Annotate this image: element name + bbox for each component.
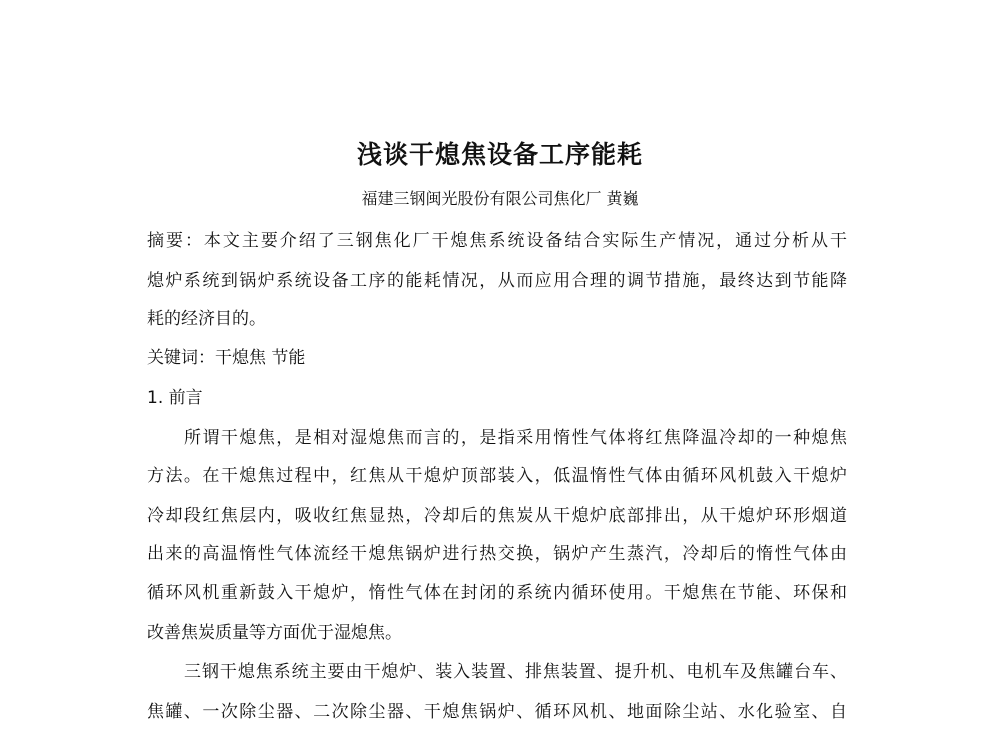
paragraph-line: 焦罐、一次除尘器、二次除尘器、干熄焦锅炉、循环风机、地面除尘站、水化验室、自 (147, 702, 847, 722)
abstract-line: 摘要：本文主要介绍了三钢焦化厂干熄焦系统设备结合实际生产情况，通过分析从干 (147, 231, 847, 251)
paragraph-line: 三钢干熄焦系统主要由干熄炉、装入装置、排焦装置、提升机、电机车及焦罐台车、 (184, 662, 847, 682)
paragraph-line: 改善焦炭质量等方面优于湿熄焦。 (147, 623, 402, 643)
section-heading: 1. 前言 (147, 388, 203, 408)
keywords: 关键词：干熄焦 节能 (147, 348, 306, 368)
abstract-line: 熄炉系统到锅炉系统设备工序的能耗情况，从而应用合理的调节措施，最终达到节能降 (147, 271, 847, 291)
article-title: 浅谈干熄焦设备工序能耗 (356, 140, 643, 169)
abstract-line: 耗的经济目的。 (147, 309, 266, 329)
paragraph-line: 方法。在干熄焦过程中，红焦从干熄炉顶部装入，低温惰性气体由循环风机鼓入干熄炉 (147, 466, 847, 486)
paragraph-line: 循环风机重新鼓入干熄炉，惰性气体在封闭的系统内循环使用。干熄焦在节能、环保和 (147, 583, 847, 603)
paragraph-line: 冷却段红焦层内，吸收红焦显热，冷却后的焦炭从干熄炉底部排出，从干熄炉环形烟道 (147, 506, 847, 526)
paragraph-line: 所谓干熄焦，是相对湿熄焦而言的，是指采用惰性气体将红焦降温冷却的一种熄焦 (184, 428, 847, 448)
paragraph-line: 出来的高温惰性气体流经干熄焦锅炉进行热交换，锅炉产生蒸汽，冷却后的惰性气体由 (147, 544, 847, 564)
article-author: 福建三钢闽光股份有限公司焦化厂 黄巍 (361, 189, 639, 208)
